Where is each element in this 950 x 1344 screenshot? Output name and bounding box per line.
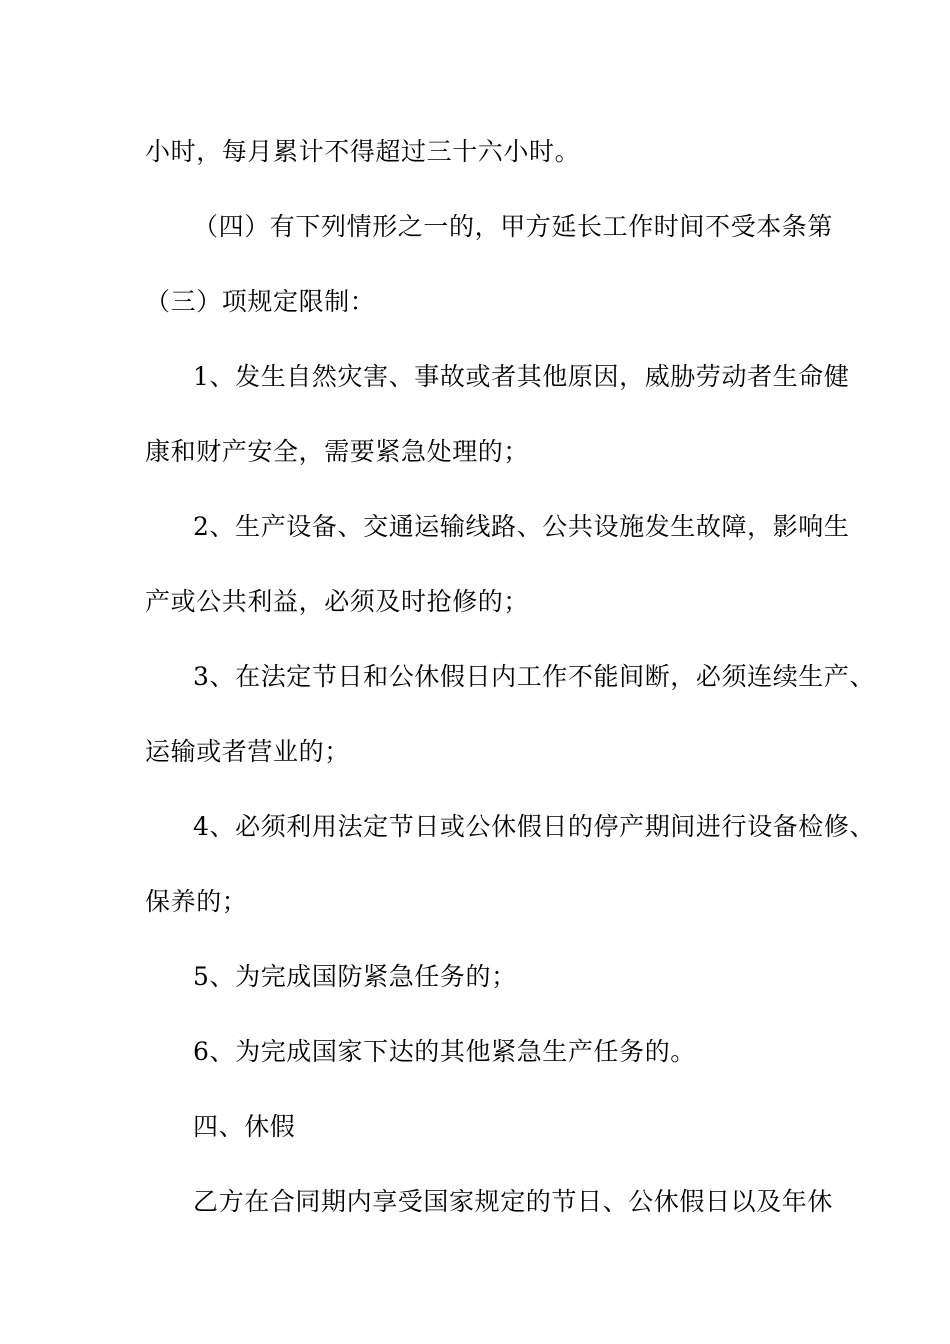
text-line: 保养的；: [145, 887, 248, 916]
text-line: 乙方在合同期内享受国家规定的节日、公休假日以及年休: [193, 1187, 834, 1216]
text-line: 康和财产安全，需要紧急处理的；: [145, 437, 530, 466]
text-line: （四）有下列情形之一的，甲方延长工作时间不受本条第: [193, 212, 834, 241]
text-line: 小时，每月累计不得超过三十六小时。: [145, 137, 581, 166]
text-line: 1、发生自然灾害、事故或者其他原因，威胁劳动者生命健: [193, 362, 850, 391]
text-line: 5、为完成国防紧急任务的；: [193, 962, 517, 991]
text-line: 运输或者营业的；: [145, 737, 350, 766]
text-line: （三）项规定限制：: [145, 287, 376, 316]
text-line: 2、生产设备、交通运输线路、公共设施发生故障，影响生: [193, 512, 850, 541]
text-line: 产或公共利益，必须及时抢修的；: [145, 587, 530, 616]
text-line: 6、为完成国家下达的其他紧急生产任务的。: [193, 1037, 696, 1066]
text-line: 4、必须利用法定节日或公休假日的停产期间进行设备检修、: [193, 812, 876, 841]
section-heading: 四、休假: [193, 1112, 296, 1141]
text-line: 3、在法定节日和公休假日内工作不能间断，必须连续生产、: [193, 662, 876, 691]
